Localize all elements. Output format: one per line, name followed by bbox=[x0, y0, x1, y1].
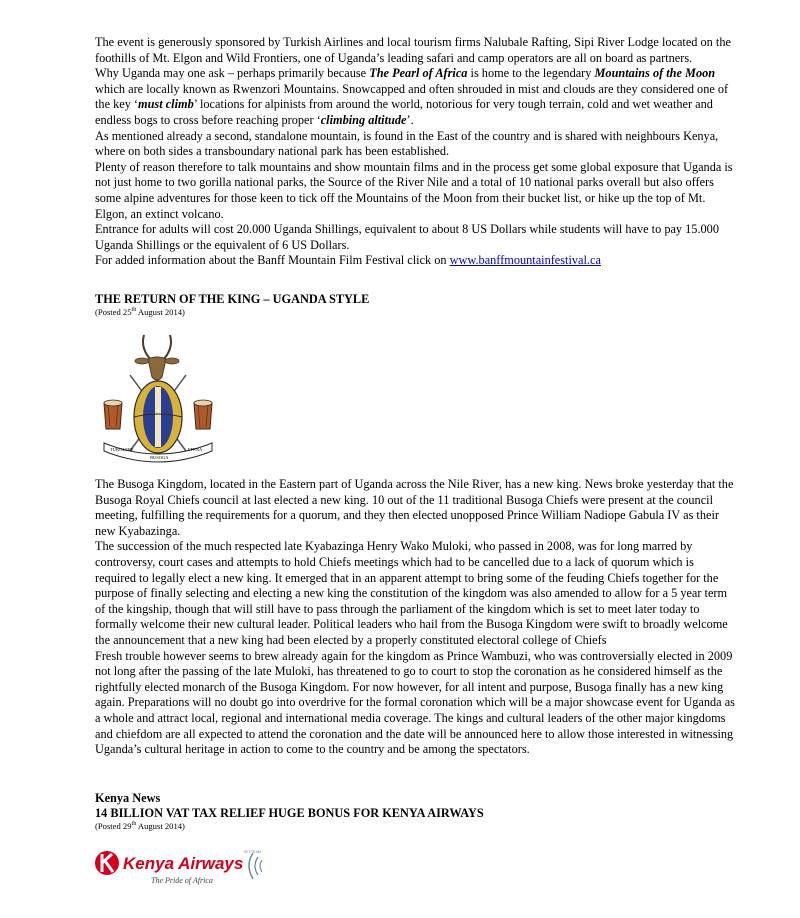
busoga-article-header bbox=[95, 292, 369, 318]
kenya-airways-logo bbox=[93, 845, 273, 890]
drum-icon bbox=[194, 400, 212, 429]
shield-icon bbox=[134, 381, 182, 453]
article-heading: 14 BILLION VAT TAX RELIEF HUGE BONUS FOR KENYA AIRWAYS bbox=[95, 806, 484, 820]
exposure-paragraph: Plenty of reason therefore to talk mountains and show mountain films and in the process get some global exposure that Uganda is not just home to two gorilla national parks, the Source of the River Nile and a total of 10 national parks overall but also offers some alpine adventures for those keen to tick off the Mountains of the Moon from their bucket list, or hike up the top of Mt. Elgon, an extinct volcano. bbox=[95, 159, 733, 221]
logo-wordmark: Kenya Airways bbox=[123, 854, 244, 873]
sponsors-paragraph: The event is generously sponsored by Turkish Airlines and local tourism firms Nalubale Rafting, Sipi River Lodge located on the foothills of Mt. Elgon and Wild Frontiers, one of Uganda’s leading safari and camp operators are all on board as partners. bbox=[95, 35, 731, 65]
motto-text-middle: BUSOGA bbox=[150, 455, 169, 460]
text-run: For added information about the Banff Mountain Film Festival click on bbox=[95, 253, 450, 268]
text-run: ’. bbox=[406, 112, 414, 127]
article-heading: THE RETURN OF THE KING – UGANDA STYLE bbox=[95, 292, 370, 306]
busoga-kingdom-crest-image bbox=[100, 331, 250, 476]
info-paragraph bbox=[95, 253, 735, 269]
climbing-altitude-emphasis: climbing altitude bbox=[320, 112, 407, 127]
posted-date bbox=[95, 821, 484, 832]
second-mountain-paragraph: As mentioned already a second, standalone mountain, is found in the East of the country and is shared with neighbours Kenya, where on both sides a transboundary national park has been established. bbox=[95, 128, 719, 159]
posted-date bbox=[95, 307, 369, 318]
text-run: (Posted 29 bbox=[95, 821, 132, 831]
drum-icon bbox=[104, 400, 122, 429]
text-run: August 2014) bbox=[136, 821, 185, 831]
banff-article-continued bbox=[95, 35, 735, 269]
skyteam-icon bbox=[249, 853, 262, 879]
text-run: ’ locations for alpinists from around the world, notorious for very tough terrain, cold and wet weather and endless bogs to cross before reaching proper ‘ bbox=[95, 97, 713, 127]
mountains-of-moon-emphasis: Mountains of the Moon bbox=[594, 66, 716, 81]
must-climb-emphasis: must climb bbox=[138, 97, 194, 112]
fresh-trouble-paragraph: Fresh trouble however seems to brew already again for the kingdom as Prince Wambuzi, who was controversially elected in 2009 not long after the passing of the late Muloki, has threatened to go to court to stop the coronation as he considered himself as the rightfully elected monarch of the Busoga Kingdom. For now however, for all intent and purpose, Busoga finally has a new king again. Preparations will no doubt go into overdrive for the formal coronation which will be a major showcase event for Uganda as a whole and attract local, regional and international media coverage. The kings and cultural leaders of the other major kingdoms and chiefdom are all expected to attend the coronation and the date will be announced here to allow those interested in witnessing Uganda’s cultural heritage in action to come to the country and be among the spectators. bbox=[95, 648, 735, 757]
motto-text-right: FFENA bbox=[188, 447, 203, 452]
entrance-fee-paragraph: Entrance for adults will cost 20.000 Uganda Shillings, equivalent to about 8 US Dollars while students will have to pay 15.000 Uganda Shillings or the equivalent of 6 US Dollars. bbox=[95, 222, 719, 252]
kenya-airways-article-header bbox=[95, 791, 484, 832]
new-king-paragraph: The Busoga Kingdom, located in the Eastern part of Uganda across the Nile River, has a new king. News broke yesterday that the Busoga Royal Chiefs council at last elected a new king. 10 out of the 11 traditional Busoga Chiefs were present at the council meeting, fulfilling the requirements for a quorum, and they then elected unopposed Prince William Nadiope Gabula IV as their new Kyabazinga. bbox=[95, 477, 734, 538]
banff-festival-link[interactable]: www.banffmountainfestival.ca bbox=[449, 253, 601, 268]
text-run: Why Uganda may one ask – perhaps primarily because bbox=[95, 66, 370, 81]
logo-tagline: The Pride of Africa bbox=[151, 876, 213, 885]
succession-paragraph: The succession of the much respected late Kyabazinga Henry Wako Muloki, who passed in 2008, was for long marred by controversy, court cases and attempts to hold Chiefs meetings which had to be cancelled due to a lack of quorum which is required to legally elect a new king. It emerged that in an apparent attempt to bring some of the feuding Chiefs together for the purpose of finally selecting and electing a new king the constitution of the kingdom was also amended to allow for a 5 year term of the kingship, though that will still have to pass through the parliament of the kingdom which is set to meet later today to formally welcome their new cultural leader. Political leaders who hail from the Busoga Kingdom were swift to broadly welcome the announcement that a new king had been elected by a properly constituted electoral college of Chiefs bbox=[95, 539, 728, 647]
antelope-head-icon bbox=[135, 335, 179, 380]
text-run: which are locally known as Rwenzori Mountains. Snowcapped and often shrouded in mist and clouds are they considered one of the key ‘ bbox=[95, 81, 729, 112]
text-run: (Posted 25 bbox=[95, 307, 132, 317]
category-heading: Kenya News bbox=[95, 791, 161, 805]
text-run: August 2014) bbox=[136, 307, 185, 317]
text-run: is home to the legendary bbox=[467, 66, 595, 81]
skyteam-text: SKYTEAM bbox=[244, 850, 261, 854]
pearl-of-africa-emphasis: The Pearl of Africa bbox=[369, 66, 468, 81]
ordinal-suffix: th bbox=[131, 307, 137, 313]
busoga-article-body bbox=[95, 477, 735, 758]
mountains-paragraph bbox=[95, 66, 735, 128]
ordinal-suffix: th bbox=[131, 821, 137, 827]
motto-text-left: TUKOLERE bbox=[110, 447, 134, 452]
